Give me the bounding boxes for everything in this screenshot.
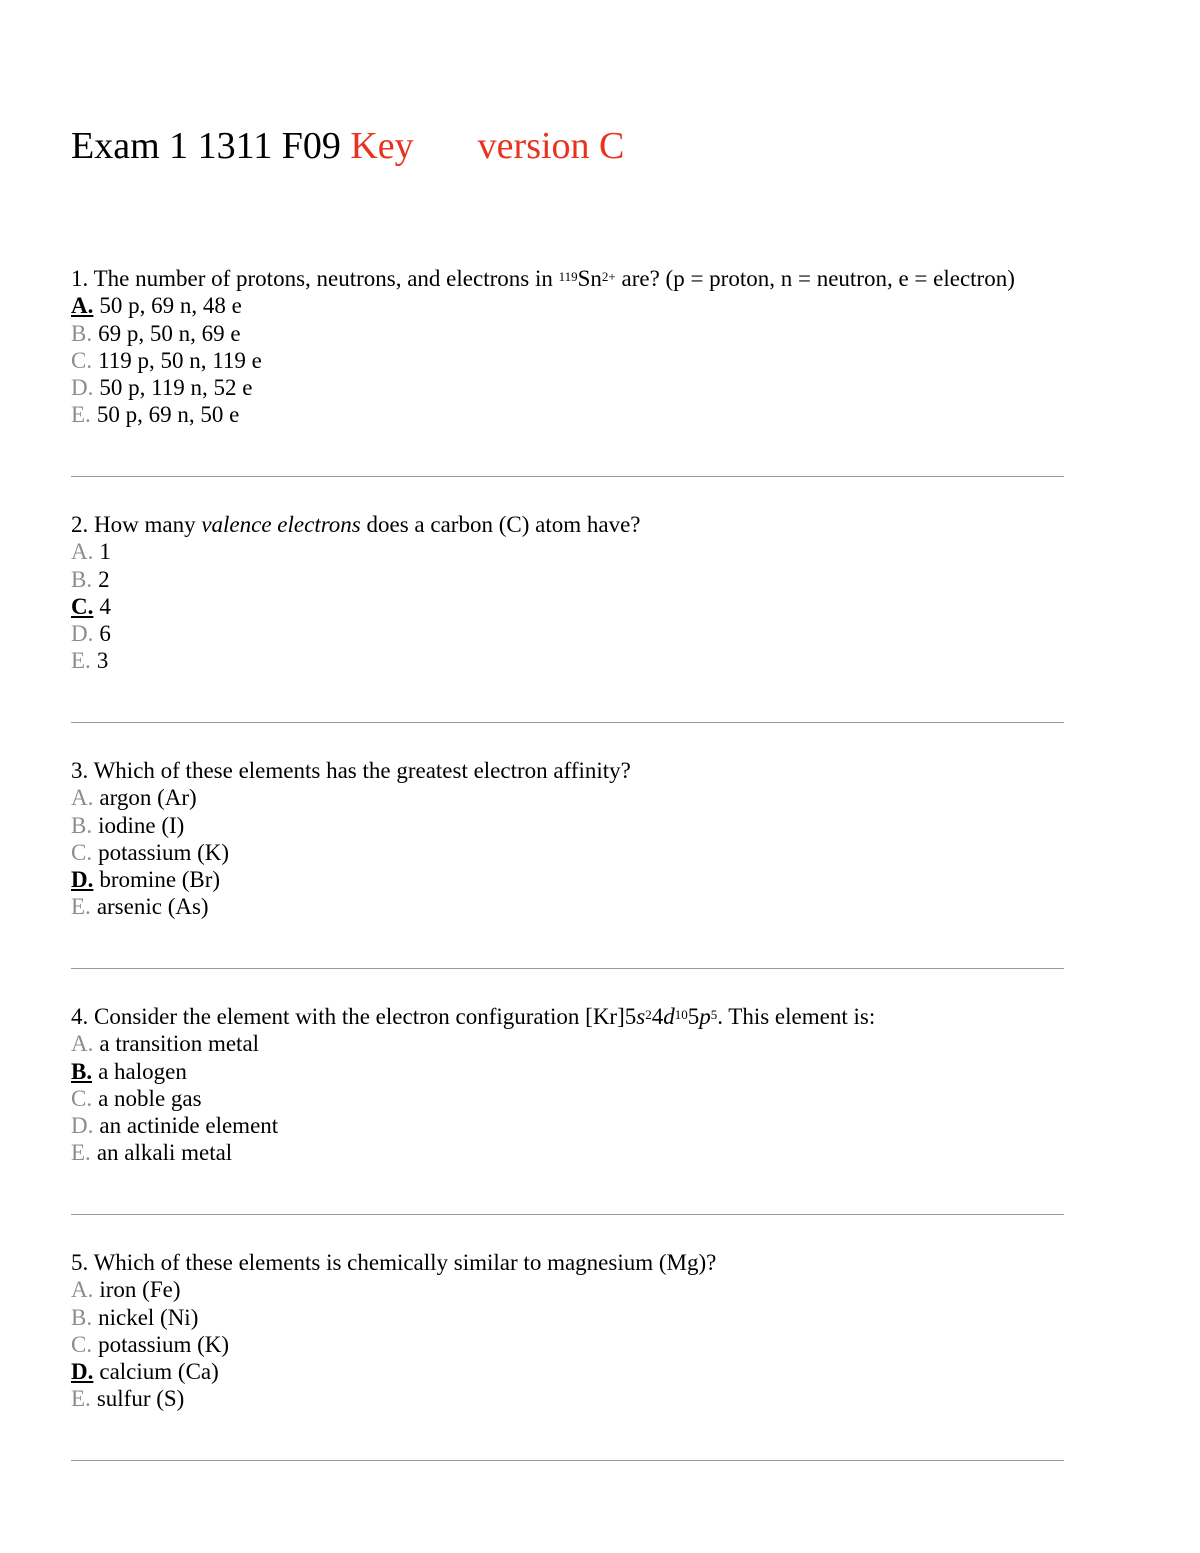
- title-version: version C: [477, 125, 625, 167]
- answer-option: D. an actinide element: [71, 1113, 279, 1139]
- answer-option: C. 4: [71, 593, 111, 619]
- question-stem: 5. Which of these elements is chemically similar to magnesium (Mg)?: [71, 1250, 717, 1275]
- answer-option: B. a halogen: [71, 1058, 187, 1084]
- answer-option: E. arsenic (As): [71, 894, 209, 920]
- mass-number: 119: [558, 269, 578, 284]
- answer-option: C. 119 p, 50 n, 119 e: [71, 347, 262, 373]
- question-stem: 4. Consider the element with the electron configuration $[Kr]5s^24d^{10}5p^5$. This element is:: [71, 1004, 876, 1029]
- question-1: [71, 265, 1015, 429]
- answer-option: E. sulfur (S): [71, 1386, 185, 1412]
- answer-option: D. 50 p, 119 n, 52 e: [71, 375, 253, 401]
- answer-option: A. iron (Fe): [71, 1277, 181, 1303]
- question-3: [71, 757, 631, 921]
- answer-option: B. 2: [71, 566, 110, 592]
- answer-option: E. an alkali metal: [71, 1140, 233, 1166]
- answer-option: D. bromine (Br): [71, 867, 221, 893]
- ion-charge: 2+: [601, 269, 616, 284]
- answer-option: A. a transition metal: [71, 1031, 260, 1057]
- title-key: Key: [350, 125, 414, 167]
- answer-option: D. 6: [71, 621, 111, 647]
- question-4: [71, 1003, 875, 1167]
- emphasis-term: valence electrons: [201, 512, 361, 537]
- answer-option: B. 69 p, 50 n, 69 e: [71, 320, 241, 346]
- question-5: [71, 1249, 716, 1413]
- answer-option: C. potassium (K): [71, 1331, 230, 1357]
- answer-option: B. nickel (Ni): [71, 1304, 199, 1330]
- divider: [71, 476, 1064, 477]
- element-symbol: Sn: [577, 266, 602, 291]
- title-main: Exam 1 1311 F09: [71, 125, 341, 167]
- answer-option: A. argon (Ar): [71, 785, 197, 811]
- divider: [71, 1460, 1064, 1461]
- divider: [71, 722, 1064, 723]
- question-2: [71, 511, 640, 675]
- answer-option: A. 1: [71, 539, 111, 565]
- question-stem: 2. How many valence electrons does a carbon (C) atom have?: [71, 512, 641, 537]
- divider: [71, 1214, 1064, 1215]
- divider: [71, 968, 1064, 969]
- answer-option: E. 50 p, 69 n, 50 e: [71, 402, 240, 428]
- question-stem: 1. The number of protons, neutrons, and electrons in $^{119}Sn^{2+}$ are? (p = proton, n = neutron, e = electron): [71, 266, 1015, 291]
- answer-option: D. calcium (Ca): [71, 1359, 219, 1385]
- answer-option: C. potassium (K): [71, 839, 230, 865]
- page-title: [71, 122, 624, 170]
- answer-option: B. iodine (I): [71, 812, 185, 838]
- question-stem: 3. Which of these elements has the greatest electron affinity?: [71, 758, 631, 783]
- answer-option: C. a noble gas: [71, 1085, 202, 1111]
- answer-option: A. 50 p, 69 n, 48 e: [71, 293, 242, 319]
- answer-option: E. 3: [71, 648, 109, 674]
